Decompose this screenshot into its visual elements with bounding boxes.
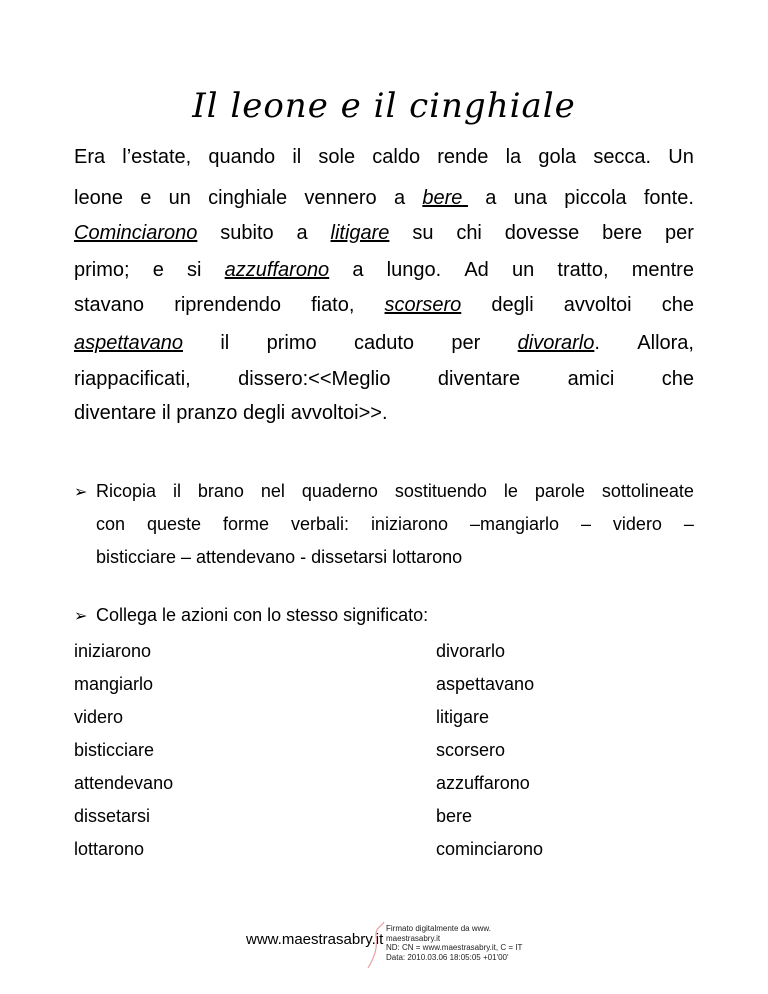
word: Un [668,146,694,168]
word: fonte. [643,187,694,209]
word: dissero:<<Meglio [238,368,391,390]
word: a [393,187,406,209]
word: che [661,294,694,316]
word: sole [318,146,356,168]
match-left-item: videro [74,707,124,727]
word: diventare il pranzo degli avvoltoi>>. [74,402,388,424]
match-left-item: mangiarlo [74,674,154,694]
paragraph-line [74,187,694,210]
word: la [505,146,522,168]
word: tratto, [557,259,609,281]
exercise-2-instruction: Collega le azioni con lo stesso significato: [96,605,429,625]
underlined-word: azzuffarono [224,259,330,281]
word: con [96,514,126,534]
word: lungo. [386,259,442,281]
word: primo; [74,259,130,281]
signature-mark-icon [364,918,388,974]
word: bere [602,222,643,244]
word: –mangiarlo [469,514,559,534]
word: riappacificati, [74,368,191,390]
word: piccola [564,187,627,209]
paragraph-line [74,146,694,169]
exercise-1-line-1 [96,481,694,502]
word: a [485,187,497,209]
paragraph-line [74,402,694,425]
word: avvoltoi [563,294,632,316]
word: e [140,187,152,209]
word: caduto [353,332,415,354]
word: leone [74,187,123,209]
word: che [661,368,694,390]
paragraph-line [74,259,694,282]
underlined-word: bere [422,187,468,209]
exercise-2 [74,605,694,626]
word: vennero [304,187,377,209]
match-right-item: aspettavano [436,674,535,694]
word: e [152,259,164,281]
word: forme [222,514,269,534]
word: mentre [631,259,694,281]
paragraph-line [74,222,694,245]
match-right-item: azzuffarono [436,773,530,793]
paragraph-line [74,368,694,391]
word: a [352,259,364,281]
word: brano [197,481,244,501]
word: subito [220,222,274,244]
word: Ad [464,259,489,281]
match-left-item: bisticciare [74,740,155,760]
underlined-word: Cominciarono [74,222,198,244]
match-left-item: lottarono [74,839,145,859]
word: cinghiale [208,187,288,209]
word: una [513,187,548,209]
word: stavano [74,294,145,316]
word: videro [612,514,662,534]
arrow-bullet-icon: ➢ [74,484,88,501]
signature-line: Firmato digitalmente da www. [386,924,491,933]
signature-line: maestrasabry.it [386,933,441,943]
word: parole [534,481,585,501]
footer-url: www.maestrasabry.it [246,931,384,948]
exercise-1-line-3: bisticciare – attendevano - dissetarsi lottarono [96,547,463,567]
exercise-1-line-2 [96,514,694,535]
digital-signature [386,924,522,962]
word: iniziarono [370,514,448,534]
word: chi [456,222,482,244]
signature-line: Data: 2010.03.06 18:05:05 +01'00' [386,952,509,962]
word: amici [567,368,615,390]
paragraph-line [74,294,694,317]
paragraph-line [74,332,694,355]
word: per [665,222,694,244]
underlined-word: aspettavano [74,332,183,354]
word: quaderno [301,481,378,501]
arrow-bullet-icon: ➢ [74,608,88,625]
match-right-item: divorarlo [436,641,506,661]
word: su [412,222,434,244]
word: riprendendo [174,294,281,316]
word: il [220,332,230,354]
word: gola [538,146,577,168]
underlined-word: divorarlo [517,332,595,354]
word: primo [266,332,317,354]
word: Allora, [637,332,694,354]
word: per [451,332,481,354]
word: – [683,514,694,534]
word: l’estate, [122,146,192,168]
match-right-item: litigare [436,707,490,727]
word: nel [260,481,285,501]
word: dovesse [504,222,580,244]
word: un [168,187,191,209]
word: sottolineate [601,481,694,501]
match-left-item: iniziarono [74,641,152,661]
word: fiato, [311,294,355,316]
word: le [503,481,518,501]
word: degli [491,294,534,316]
match-right-item: cominciarono [436,839,544,859]
match-left-item: dissetarsi [74,806,151,826]
word: rende [437,146,489,168]
word: caldo [372,146,421,168]
underlined-word: litigare [330,222,390,244]
word: secca. [593,146,652,168]
word: il [172,481,181,501]
underlined-word: scorsero [384,294,462,316]
word: Era [74,146,106,168]
word: – [580,514,591,534]
word: il [292,146,302,168]
match-right-item: scorsero [436,740,506,760]
word: verbali: [290,514,349,534]
page-title: Il leone e il cinghiale [192,86,576,126]
word: si [187,259,202,281]
word: quando [208,146,276,168]
match-right-item: bere [436,806,473,826]
signature-line: ND: CN = www.maestrasabry.it, C = IT [386,943,523,952]
word: sostituendo [394,481,487,501]
word: queste [146,514,202,534]
word: diventare [437,368,521,390]
word: a [296,222,308,244]
word: Ricopia [96,481,157,501]
word: divorarlo. [517,332,600,354]
word: un [511,259,535,281]
match-left-item: attendevano [74,773,174,793]
